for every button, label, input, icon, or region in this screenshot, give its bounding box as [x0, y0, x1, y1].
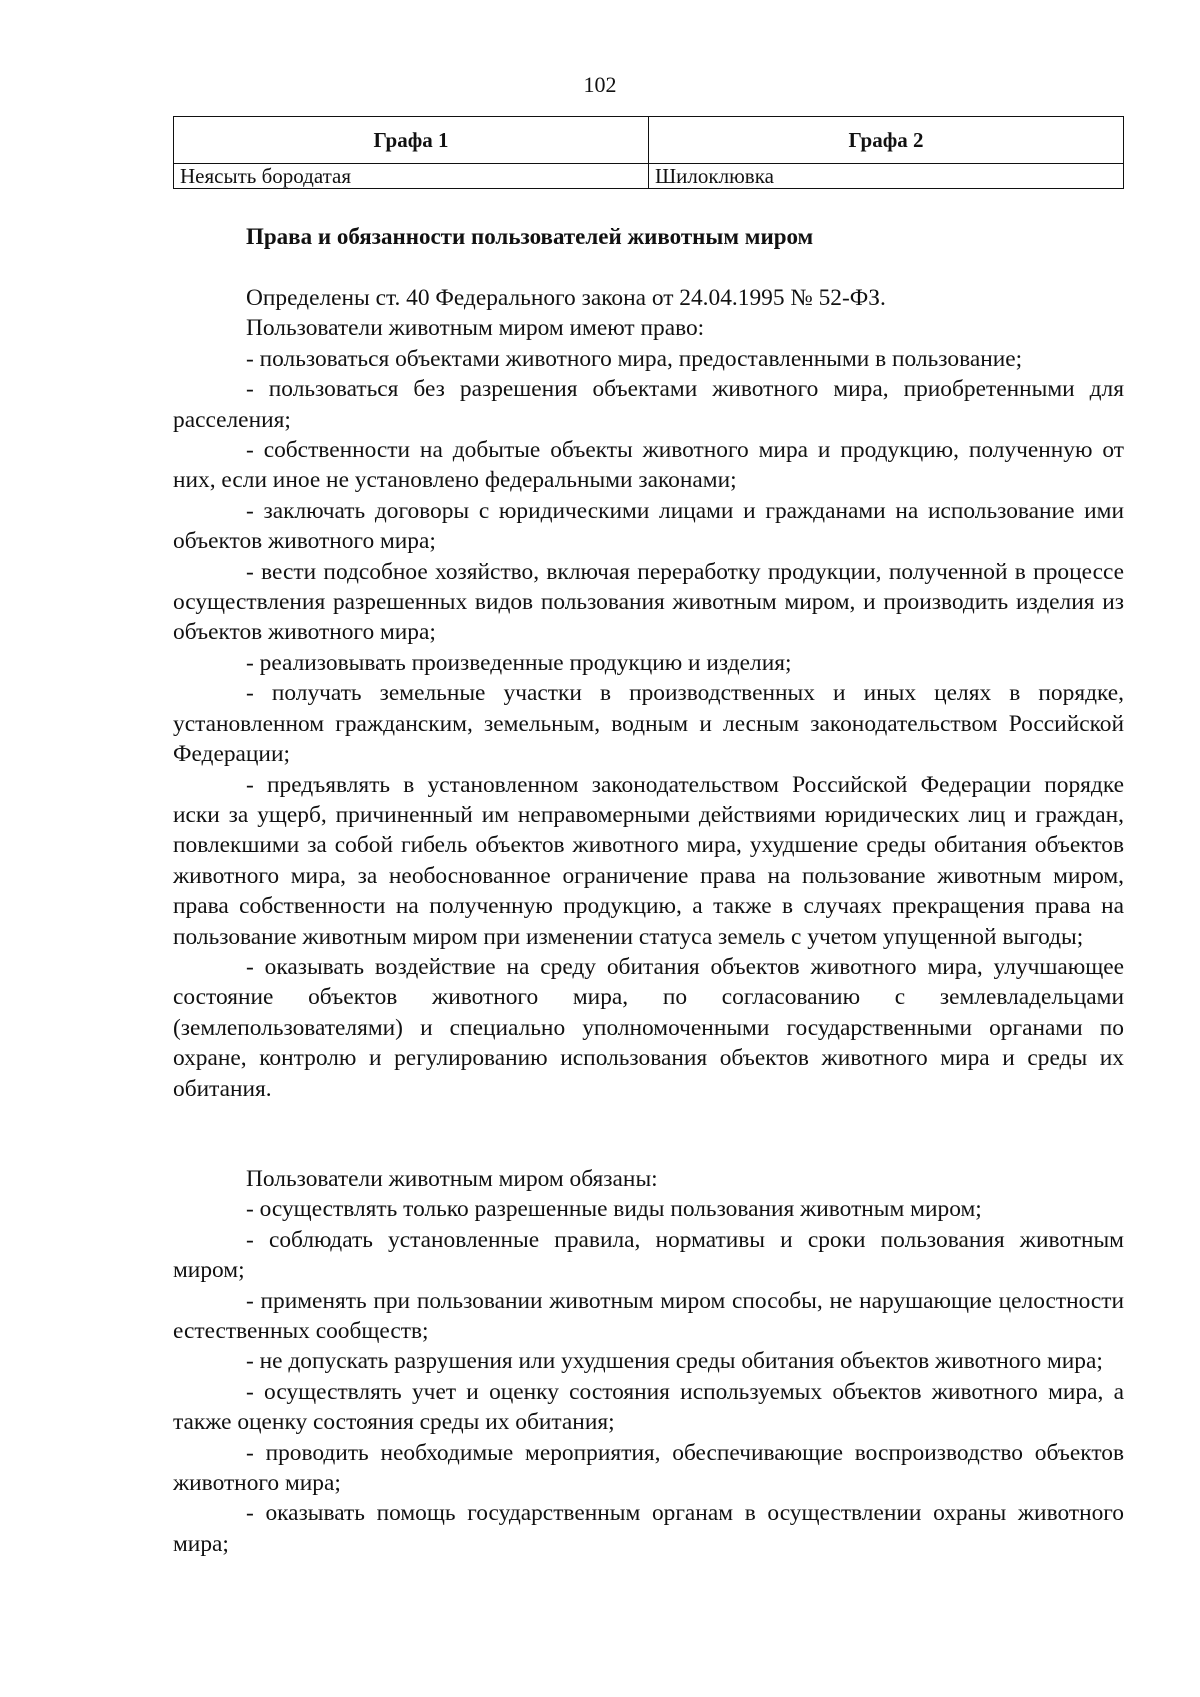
paragraph: Определены ст. 40 Федерального закона от 24.04.1995 № 52-ФЗ.	[246, 285, 886, 311]
list-item: - вести подсобное хозяйство, включая переработку продукции, полученной в процессе осуществления разрешенных видов пользования животным миром, и производить изделия из объектов животного мира;	[173, 558, 1124, 646]
paragraph: Пользователи животным миром имеют право:	[246, 315, 705, 342]
list-item: - получать земельные участки в производственных и иных целях в порядке, установленном гражданским, земельным, водным и лесным законодательством Российской Федерации;	[173, 680, 1124, 768]
table-header-cell: Графа 2	[649, 117, 1124, 164]
table-header-row	[174, 117, 1124, 164]
paragraph: Пользователи животным миром обязаны:	[246, 1166, 658, 1192]
table-cell: Шилоклювка	[649, 164, 1124, 189]
list-item: - применять при пользовании животным миром способы, не нарушающие целостности естественных сообществ;	[173, 1287, 1124, 1345]
table-header-cell: Графа 1	[174, 117, 649, 164]
list-item: - оказывать воздействие на среду обитания объектов животного мира, улучшающее состояние объектов животного мира, по согласованию с землевладельцами (землепользователями) и специально уполномоченными государственными органами по охране, контролю и регулированию использования объектов животного мира и среды их обитания.	[173, 953, 1124, 1102]
species-table	[173, 116, 1124, 189]
list-item: - осуществлять только разрешенные виды пользования животным миром;	[246, 1196, 982, 1223]
list-item: - пользоваться объектами животного мира, предоставленными в пользование;	[246, 345, 1023, 372]
list-item: - реализовывать произведенные продукцию и изделия;	[246, 649, 792, 676]
list-item: - проводить необходимые мероприятия, обеспечивающие воспроизводство объектов животного мира;	[173, 1439, 1124, 1497]
section-title: Права и обязанности пользователей животным миром	[246, 224, 814, 249]
page-number: 102	[583, 72, 617, 97]
obligations-text-block	[173, 1164, 1124, 1559]
list-item: - осуществлять учет и оценку состояния используемых объектов животного мира, а также оценку состояния среды их обитания;	[173, 1378, 1124, 1436]
list-item: - предъявлять в установленном законодательством Российской Федерации порядке иски за ущерб, причиненный им неправомерными действиями юридических лиц и граждан, повлекшими за собой гибель объектов животного мира, ухудшение среды обитания объектов животного мира, за необоснованное ограничение права на пользование животным миром, права собственности на полученную продукцию, а также в случаях прекращения права на пользование животным миром при изменении статуса земель с учетом упущенной выгоды;	[173, 771, 1124, 950]
list-item: - оказывать помощь государственным органам в осуществлении охраны животного мира;	[173, 1500, 1124, 1557]
list-item: - заключать договоры с юридическими лицами и гражданами на использование ими объектов животного мира;	[173, 497, 1124, 555]
list-item: - не допускать разрушения или ухудшения среды обитания объектов животного мира;	[246, 1348, 1103, 1375]
table-row	[174, 164, 1124, 189]
table-cell: Неясыть бородатая	[174, 164, 649, 189]
list-item: - соблюдать установленные правила, нормативы и сроки пользования животным миром;	[173, 1226, 1124, 1284]
list-item: - собственности на добытые объекты животного мира и продукцию, полученную от них, если иное не установлено федеральными законами;	[173, 437, 1124, 494]
rights-text-block	[173, 283, 1124, 1104]
list-item: - пользоваться без разрешения объектами животного мира, приобретенными для расселения;	[173, 376, 1124, 433]
